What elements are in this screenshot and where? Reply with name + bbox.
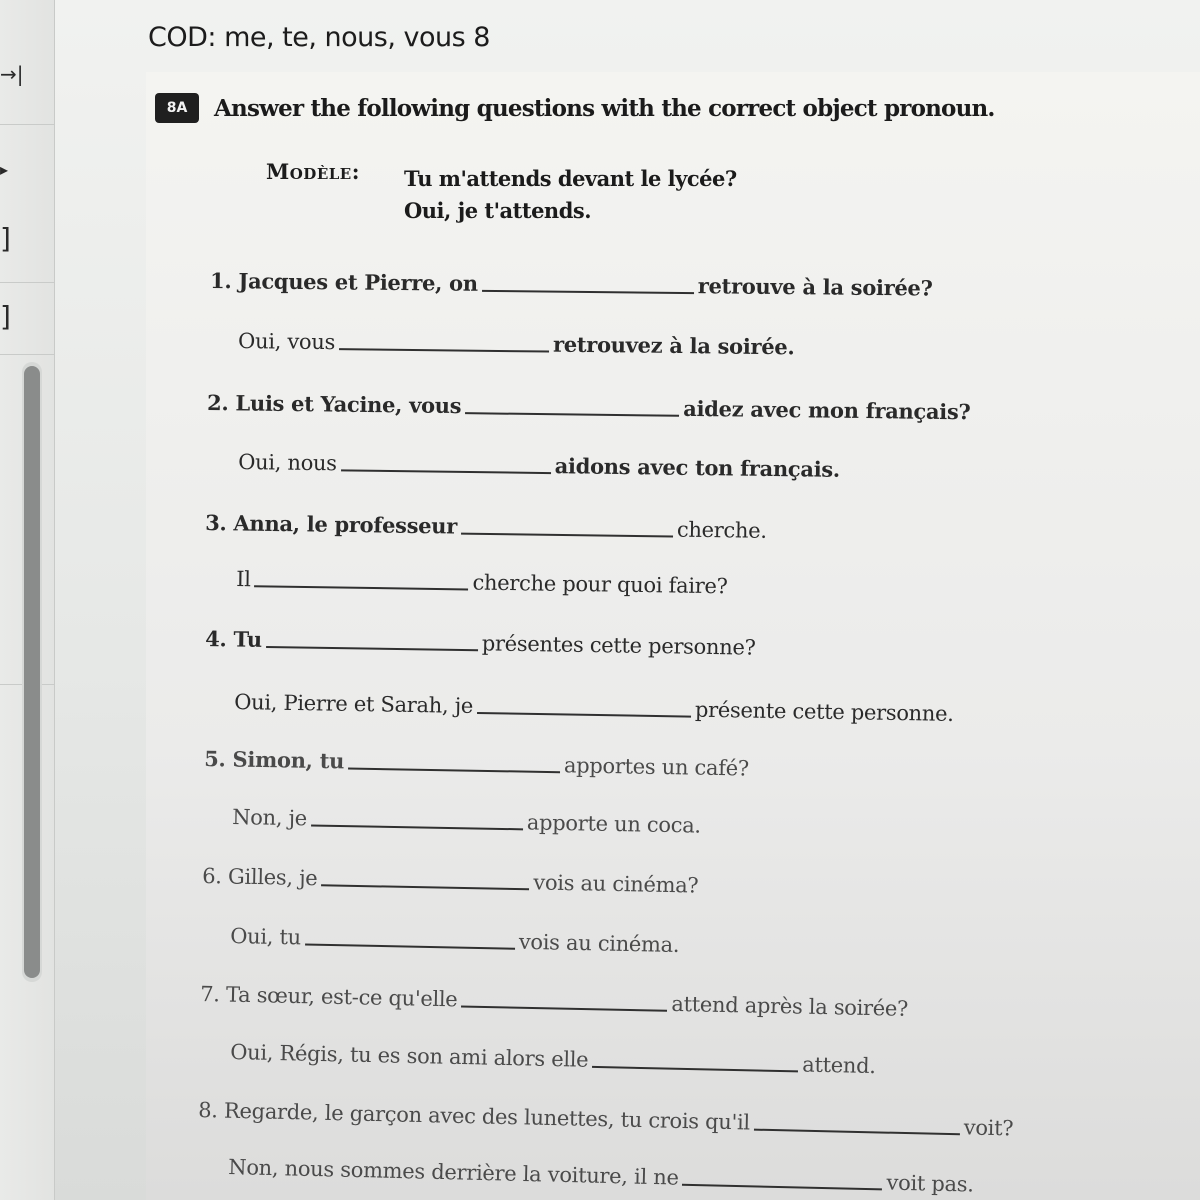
exercise-prompt-text: Il [236, 567, 251, 592]
exercise-prompt-text: Oui, Régis, tu es son ami alors elle [230, 1040, 589, 1072]
exercise-line [198, 1098, 1013, 1140]
answer-blank[interactable] [592, 1065, 798, 1072]
exercise-continuation-text: voit pas. [886, 1170, 974, 1197]
model-question: Tu m'attends devant le lycée? [404, 166, 737, 191]
exercise-prompt-text: Non, nous sommes derrière la voiture, il ne [228, 1155, 679, 1190]
answer-blank[interactable] [254, 584, 468, 590]
bracket-icon[interactable]: ] [0, 300, 11, 333]
exercise-continuation-text: retrouvez à la soirée. [552, 331, 795, 360]
exercise-prompt-text: Oui, nous [238, 450, 337, 476]
exercise-continuation-text: attend. [802, 1052, 876, 1079]
exercise-prompt-text: 5. Simon, tu [204, 746, 345, 774]
answer-blank[interactable] [266, 645, 478, 651]
exercise-line [207, 390, 971, 424]
exercise-continuation-text: présentes cette personne? [481, 631, 756, 660]
exercise-continuation-text: cherche pour quoi faire? [472, 570, 728, 599]
exercise-line [232, 805, 701, 838]
answer-blank[interactable] [339, 347, 549, 352]
exercise-continuation-text: retrouve à la soirée? [697, 273, 933, 301]
model-label: Modèle: [266, 159, 360, 184]
exercise-line [234, 690, 954, 726]
answer-blank[interactable] [341, 468, 551, 474]
exercise-line [205, 510, 767, 543]
answer-blank[interactable] [682, 1183, 882, 1191]
exercise-badge: 8A [155, 93, 199, 123]
exercise-continuation-text: vois au cinéma. [518, 929, 680, 958]
exercise-prompt-text: Oui, tu [230, 924, 302, 950]
exercise-prompt-text: 3. Anna, le professeur [205, 510, 458, 539]
exercise-line [238, 328, 795, 359]
answer-blank[interactable] [754, 1128, 960, 1136]
exercise-line [238, 449, 840, 482]
answer-blank[interactable] [305, 943, 515, 950]
exercise-line [200, 982, 908, 1021]
exercise-line [205, 626, 756, 660]
answer-blank[interactable] [477, 711, 691, 718]
answer-blank[interactable] [321, 883, 529, 890]
exercise-continuation-text: attend après la soirée? [671, 991, 909, 1021]
model-answer: Oui, je t'attends. [404, 198, 592, 223]
exercise-line [230, 1040, 876, 1078]
exercise-line [202, 864, 699, 898]
exercise-continuation-text: présente cette personne. [694, 697, 954, 726]
answer-blank[interactable] [311, 823, 523, 830]
exercise-line [230, 924, 680, 957]
answer-blank[interactable] [461, 532, 673, 538]
exercise-line [236, 567, 728, 598]
exercise-line [204, 746, 749, 781]
exercise-continuation-text: apportes un café? [563, 753, 749, 781]
exercise-prompt-text: 4. Tu [205, 626, 263, 652]
caret-right-icon[interactable]: ▸ [0, 160, 9, 179]
exercise-continuation-text: aidons avec ton français. [554, 453, 841, 482]
exercise-prompt-text: Oui, Pierre et Sarah, je [234, 690, 474, 718]
exercise-continuation-text: aidez avec mon français? [683, 395, 971, 425]
exercise-instructions: Answer the following questions with the correct object pronoun. [214, 95, 995, 122]
exercise-prompt-text: Non, je [232, 805, 308, 831]
exercise-line [210, 268, 933, 301]
exercise-prompt-text: 2. Luis et Yacine, vous [207, 390, 462, 419]
page-title: COD: me, te, nous, vous 8 [148, 22, 490, 53]
exercise-continuation-text: voit? [963, 1115, 1014, 1141]
exercise-prompt-text: 7. Ta sœur, est-ce qu'elle [200, 982, 458, 1012]
exercise-prompt-text: 6. Gilles, je [202, 864, 318, 891]
answer-blank[interactable] [465, 411, 679, 417]
exercise-prompt-text: 8. Regarde, le garçon avec des lunettes, tu crois qu'il [198, 1098, 751, 1135]
answer-blank[interactable] [482, 289, 694, 294]
answer-blank[interactable] [461, 1004, 667, 1011]
exercise-continuation-text: vois au cinéma? [533, 870, 699, 898]
exercise-continuation-text: cherche. [676, 517, 767, 543]
bracket-icon[interactable]: ] [0, 222, 11, 255]
answer-blank[interactable] [348, 767, 560, 774]
exercise-prompt-text: Oui, vous [238, 329, 336, 355]
exercise-prompt-text: 1. Jacques et Pierre, on [210, 268, 478, 296]
arrow-right-bar-icon[interactable]: →| [0, 62, 24, 86]
exercise-continuation-text: apporte un coca. [526, 810, 702, 838]
exercise-line [228, 1155, 974, 1197]
